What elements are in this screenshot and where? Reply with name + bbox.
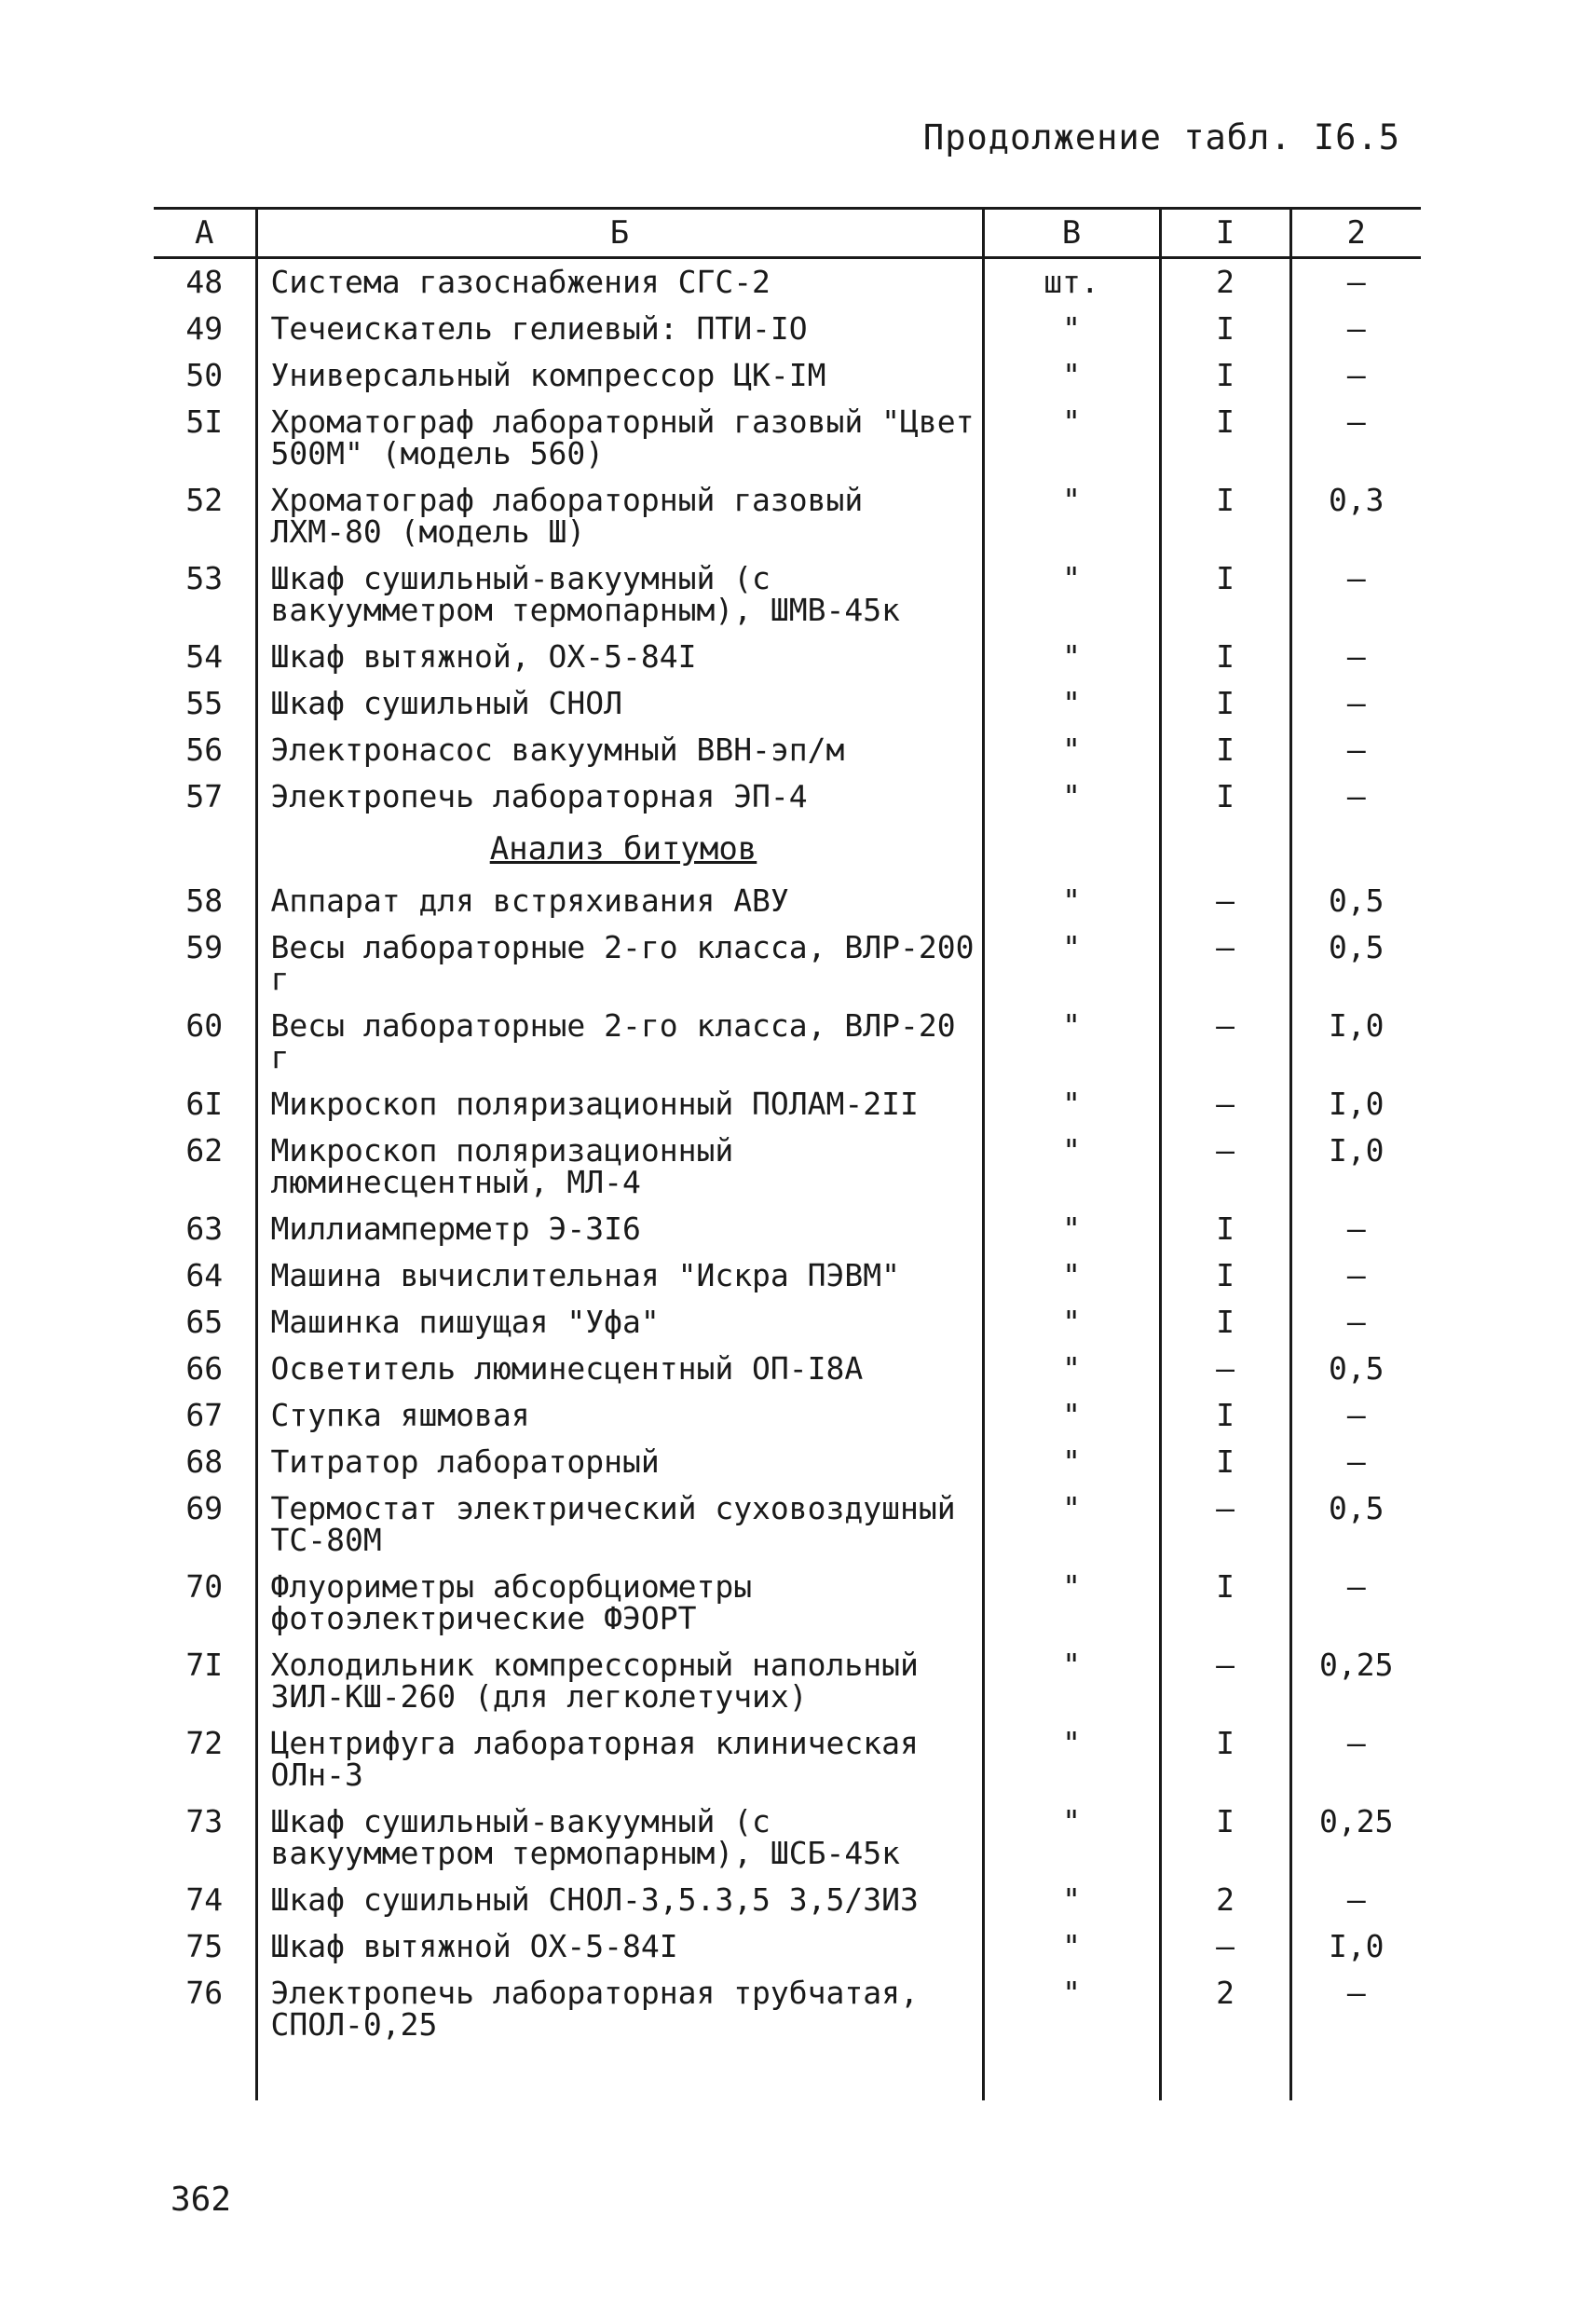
item-quantity-2: I,0 bbox=[1290, 1081, 1421, 1128]
row-number: 70 bbox=[185, 1568, 224, 1605]
item-quantity-1: I bbox=[1160, 1720, 1290, 1798]
column-header-2: 2 bbox=[1290, 209, 1421, 258]
item-quantity-2: – bbox=[1290, 306, 1421, 352]
item-name: Шкаф сушильный-вакуумный (с вакуумметром термопарным), ШСБ-45к bbox=[256, 1798, 983, 1877]
item-quantity-2: I,0 bbox=[1290, 1128, 1421, 1206]
item-unit: " bbox=[983, 1485, 1160, 1564]
item-unit: шт. bbox=[983, 258, 1160, 307]
item-name: Шкаф сушильный СНОЛ bbox=[256, 680, 983, 727]
item-quantity-1: 2 bbox=[1160, 1970, 1290, 2048]
item-quantity-1: I bbox=[1160, 680, 1290, 727]
item-name: Универсальный компрессор ЦК-IМ bbox=[256, 352, 983, 399]
item-quantity-1: I bbox=[1160, 1206, 1290, 1252]
row-number: 55 bbox=[185, 685, 224, 721]
row-number: 65 bbox=[185, 1304, 224, 1340]
table-row bbox=[154, 1439, 1421, 1485]
section-row bbox=[154, 820, 1421, 878]
item-quantity-1: – bbox=[1160, 1346, 1290, 1392]
table-row bbox=[154, 1970, 1421, 2048]
item-name: Шкаф сушильный СНОЛ-3,5.3,5 3,5/3ИЗ bbox=[256, 1877, 983, 1923]
item-quantity-2: – bbox=[1290, 1877, 1421, 1923]
item-unit: " bbox=[983, 1206, 1160, 1252]
table-row bbox=[154, 1720, 1421, 1798]
item-quantity-2: – bbox=[1290, 1720, 1421, 1798]
item-quantity-2: 0,3 bbox=[1290, 477, 1421, 555]
table-row bbox=[154, 773, 1421, 820]
item-quantity-2: – bbox=[1290, 1439, 1421, 1485]
empty-cell bbox=[1290, 2048, 1421, 2100]
section-title-cell bbox=[256, 820, 983, 878]
table-row bbox=[154, 1485, 1421, 1564]
row-number: 54 bbox=[185, 638, 224, 675]
item-quantity-2: – bbox=[1290, 1392, 1421, 1439]
item-quantity-1: I bbox=[1160, 634, 1290, 680]
item-name: Хроматограф лабораторный газовый "Цвет 500М" (модель 560) bbox=[256, 399, 983, 477]
item-unit: " bbox=[983, 1392, 1160, 1439]
item-name: Центрифуга лабораторная клиническая ОЛн-3 bbox=[256, 1720, 983, 1798]
item-unit: " bbox=[983, 477, 1160, 555]
item-quantity-1: I bbox=[1160, 1392, 1290, 1439]
item-quantity-1: I bbox=[1160, 1564, 1290, 1642]
item-quantity-1: – bbox=[1160, 1128, 1290, 1206]
item-name: Ступка яшмовая bbox=[256, 1392, 983, 1439]
item-unit: " bbox=[983, 1642, 1160, 1720]
table-row bbox=[154, 399, 1421, 477]
item-unit: " bbox=[983, 1877, 1160, 1923]
table-row bbox=[154, 1642, 1421, 1720]
item-quantity-1: I bbox=[1160, 352, 1290, 399]
item-quantity-1: – bbox=[1160, 1485, 1290, 1564]
row-number: 67 bbox=[185, 1397, 224, 1433]
table-body bbox=[154, 258, 1421, 2101]
table-row bbox=[154, 634, 1421, 680]
page-number: 362 bbox=[171, 2181, 232, 2219]
item-name: Система газоснабжения СГС-2 bbox=[256, 258, 983, 307]
table-tail-row bbox=[154, 2048, 1421, 2100]
item-name: Холодильник компрессорный напольный ЗИЛ-КШ-260 (для легколетучих) bbox=[256, 1642, 983, 1720]
row-number: 60 bbox=[185, 1007, 224, 1044]
item-unit: " bbox=[983, 680, 1160, 727]
row-number: 75 bbox=[185, 1928, 224, 1964]
item-quantity-2: – bbox=[1290, 1206, 1421, 1252]
item-unit: " bbox=[983, 1252, 1160, 1299]
table-row bbox=[154, 352, 1421, 399]
item-quantity-2: – bbox=[1290, 555, 1421, 634]
column-header-1: I bbox=[1160, 209, 1290, 258]
item-quantity-1: I bbox=[1160, 477, 1290, 555]
row-number: 5I bbox=[185, 403, 224, 440]
item-name: Миллиамперметр Э-3I6 bbox=[256, 1206, 983, 1252]
empty-cell bbox=[983, 2048, 1160, 2100]
table-row bbox=[154, 1128, 1421, 1206]
column-header-b: Б bbox=[256, 209, 983, 258]
item-name: Микроскоп поляризационный люминесцентный, МЛ-4 bbox=[256, 1128, 983, 1206]
item-quantity-1: I bbox=[1160, 399, 1290, 477]
item-quantity-2: 0,25 bbox=[1290, 1642, 1421, 1720]
table-row bbox=[154, 1346, 1421, 1392]
item-name: Машина вычислительная "Искра ПЭВМ" bbox=[256, 1252, 983, 1299]
table-row bbox=[154, 1003, 1421, 1081]
item-unit: " bbox=[983, 352, 1160, 399]
item-name: Осветитель люминесцентный ОП-I8А bbox=[256, 1346, 983, 1392]
item-quantity-1: 2 bbox=[1160, 258, 1290, 307]
empty-cell bbox=[154, 2048, 256, 2100]
row-number: 59 bbox=[185, 929, 224, 965]
row-number: 49 bbox=[185, 310, 224, 347]
item-quantity-1: I bbox=[1160, 1299, 1290, 1346]
item-quantity-2: I,0 bbox=[1290, 1003, 1421, 1081]
item-unit: " bbox=[983, 1299, 1160, 1346]
table-row bbox=[154, 477, 1421, 555]
table-row bbox=[154, 1923, 1421, 1970]
table-row bbox=[154, 1081, 1421, 1128]
item-name: Термостат электрический суховоздушный ТС-80М bbox=[256, 1485, 983, 1564]
row-number: 58 bbox=[185, 882, 224, 919]
item-quantity-2: 0,5 bbox=[1290, 1485, 1421, 1564]
item-name: Аппарат для встряхивания АВУ bbox=[256, 878, 983, 924]
item-quantity-2: – bbox=[1290, 727, 1421, 773]
item-quantity-2: – bbox=[1290, 634, 1421, 680]
item-unit: " bbox=[983, 306, 1160, 352]
item-name: Машинка пишущая "Уфа" bbox=[256, 1299, 983, 1346]
item-unit: " bbox=[983, 1923, 1160, 1970]
item-name: Титратор лабораторный bbox=[256, 1439, 983, 1485]
item-unit: " bbox=[983, 924, 1160, 1003]
table-row bbox=[154, 924, 1421, 1003]
item-quantity-1: – bbox=[1160, 1081, 1290, 1128]
row-number: 62 bbox=[185, 1132, 224, 1169]
table-row bbox=[154, 1299, 1421, 1346]
item-quantity-2: 0,5 bbox=[1290, 1346, 1421, 1392]
item-quantity-1: I bbox=[1160, 1439, 1290, 1485]
empty-cell bbox=[1290, 820, 1421, 878]
item-quantity-1: – bbox=[1160, 878, 1290, 924]
item-unit: " bbox=[983, 399, 1160, 477]
item-name: Весы лабораторные 2-го класса, ВЛР-200 г bbox=[256, 924, 983, 1003]
item-name: Электропечь лабораторная ЭП-4 bbox=[256, 773, 983, 820]
row-number: 48 bbox=[185, 264, 224, 300]
item-name: Электронасос вакуумный ВВН-эп/м bbox=[256, 727, 983, 773]
item-name: Флуориметры абсорбциометры фотоэлектрические ФЭОРТ bbox=[256, 1564, 983, 1642]
item-name: Течеискатель гелиевый: ПТИ-IO bbox=[256, 306, 983, 352]
row-number: 74 bbox=[185, 1881, 224, 1918]
item-unit: " bbox=[983, 1003, 1160, 1081]
item-quantity-2: I,0 bbox=[1290, 1923, 1421, 1970]
table-row bbox=[154, 727, 1421, 773]
item-unit: " bbox=[983, 555, 1160, 634]
item-quantity-1: I bbox=[1160, 727, 1290, 773]
item-unit: " bbox=[983, 727, 1160, 773]
item-unit: " bbox=[983, 1346, 1160, 1392]
item-quantity-2: 0,25 bbox=[1290, 1798, 1421, 1877]
item-quantity-2: 0,5 bbox=[1290, 924, 1421, 1003]
empty-cell bbox=[1160, 820, 1290, 878]
section-title: Анализ битумов bbox=[489, 830, 757, 868]
item-name: Шкаф сушильный-вакуумный (с вакуумметром термопарным), ШМВ-45к bbox=[256, 555, 983, 634]
item-quantity-2: – bbox=[1290, 258, 1421, 307]
item-quantity-1: – bbox=[1160, 1003, 1290, 1081]
table-row bbox=[154, 1392, 1421, 1439]
item-name: Шкаф вытяжной, ОХ-5-84I bbox=[256, 634, 983, 680]
table-row bbox=[154, 1206, 1421, 1252]
item-unit: " bbox=[983, 1798, 1160, 1877]
item-quantity-2: – bbox=[1290, 1564, 1421, 1642]
table-row bbox=[154, 258, 1421, 307]
table-header-row bbox=[154, 209, 1421, 258]
row-number: 56 bbox=[185, 732, 224, 768]
item-name: Весы лабораторные 2-го класса, ВЛР-20 г bbox=[256, 1003, 983, 1081]
item-quantity-2: – bbox=[1290, 1970, 1421, 2048]
table-continuation-caption: Продолжение табл. I6.5 bbox=[922, 117, 1400, 157]
item-quantity-1: I bbox=[1160, 306, 1290, 352]
item-unit: " bbox=[983, 1970, 1160, 2048]
column-header-a: А bbox=[154, 209, 256, 258]
row-number: 68 bbox=[185, 1443, 224, 1480]
row-number: 64 bbox=[185, 1257, 224, 1293]
equipment-table bbox=[154, 207, 1421, 2100]
table-row bbox=[154, 1877, 1421, 1923]
item-unit: " bbox=[983, 1128, 1160, 1206]
row-number: 53 bbox=[185, 560, 224, 596]
item-quantity-1: I bbox=[1160, 773, 1290, 820]
row-number: 63 bbox=[185, 1210, 224, 1247]
empty-cell bbox=[154, 820, 256, 878]
item-quantity-1: – bbox=[1160, 924, 1290, 1003]
empty-cell bbox=[256, 2048, 983, 2100]
item-unit: " bbox=[983, 878, 1160, 924]
table-row bbox=[154, 680, 1421, 727]
item-name: Микроскоп поляризационный ПОЛАМ-2II bbox=[256, 1081, 983, 1128]
item-quantity-2: – bbox=[1290, 1299, 1421, 1346]
item-name: Электропечь лабораторная трубчатая, СПОЛ-0,25 bbox=[256, 1970, 983, 2048]
table-row bbox=[154, 306, 1421, 352]
row-number: 6I bbox=[185, 1086, 224, 1122]
empty-cell bbox=[1160, 2048, 1290, 2100]
item-unit: " bbox=[983, 1081, 1160, 1128]
row-number: 66 bbox=[185, 1350, 224, 1387]
row-number: 50 bbox=[185, 357, 224, 393]
item-quantity-1: I bbox=[1160, 555, 1290, 634]
table-row bbox=[154, 1564, 1421, 1642]
item-unit: " bbox=[983, 773, 1160, 820]
item-quantity-2: 0,5 bbox=[1290, 878, 1421, 924]
table-row bbox=[154, 1252, 1421, 1299]
item-quantity-2: – bbox=[1290, 1252, 1421, 1299]
row-number: 76 bbox=[185, 1975, 224, 2011]
item-quantity-2: – bbox=[1290, 680, 1421, 727]
row-number: 52 bbox=[185, 482, 224, 518]
item-unit: " bbox=[983, 1564, 1160, 1642]
item-quantity-2: – bbox=[1290, 352, 1421, 399]
item-unit: " bbox=[983, 1439, 1160, 1485]
row-number: 73 bbox=[185, 1803, 224, 1839]
item-quantity-1: 2 bbox=[1160, 1877, 1290, 1923]
item-quantity-1: I bbox=[1160, 1252, 1290, 1299]
item-quantity-2: – bbox=[1290, 773, 1421, 820]
item-quantity-1: I bbox=[1160, 1798, 1290, 1877]
item-quantity-1: – bbox=[1160, 1642, 1290, 1720]
item-name: Шкаф вытяжной ОХ-5-84I bbox=[256, 1923, 983, 1970]
item-quantity-2: – bbox=[1290, 399, 1421, 477]
row-number: 69 bbox=[185, 1490, 224, 1526]
row-number: 72 bbox=[185, 1725, 224, 1761]
table-row bbox=[154, 878, 1421, 924]
item-name: Хроматограф лабораторный газовый ЛХМ-80 (модель Ш) bbox=[256, 477, 983, 555]
table-row bbox=[154, 555, 1421, 634]
item-quantity-1: – bbox=[1160, 1923, 1290, 1970]
row-number: 7I bbox=[185, 1647, 224, 1683]
row-number: 57 bbox=[185, 778, 224, 814]
item-unit: " bbox=[983, 1720, 1160, 1798]
item-unit: " bbox=[983, 634, 1160, 680]
empty-cell bbox=[983, 820, 1160, 878]
table-row bbox=[154, 1798, 1421, 1877]
column-header-c: В bbox=[983, 209, 1160, 258]
